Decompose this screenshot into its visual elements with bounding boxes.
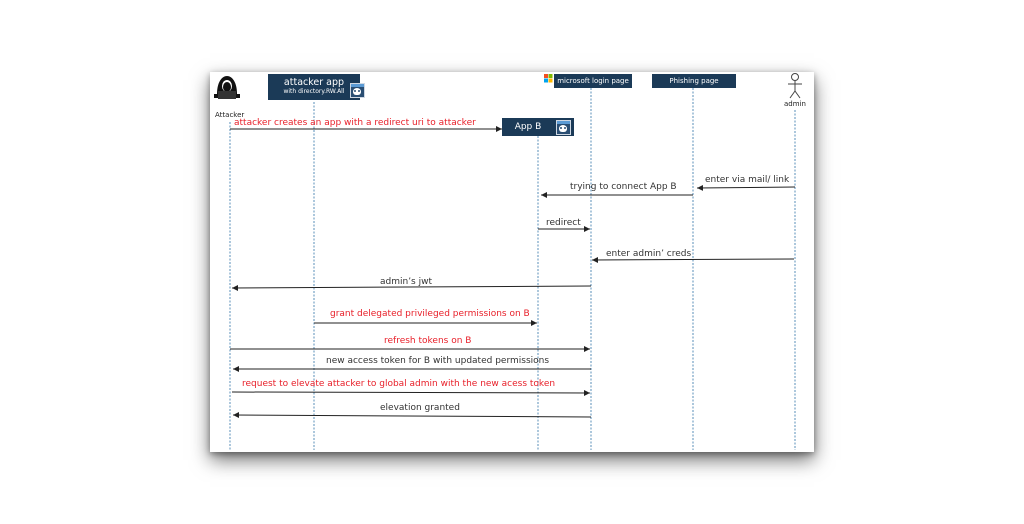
- app-bot-icon: [556, 120, 571, 135]
- admin-label: admin: [784, 100, 806, 108]
- message-label: redirect: [546, 218, 581, 228]
- message-label: grant delegated privileged permissions on B: [330, 309, 530, 319]
- attacker-app-title: attacker app: [283, 77, 345, 88]
- message-label: elevation granted: [380, 403, 460, 413]
- hacker-icon: [214, 76, 240, 99]
- arrow-2: [697, 187, 795, 188]
- attacker-app-box: [268, 74, 360, 100]
- attacker-label: Attacker: [215, 111, 245, 119]
- message-label: refresh tokens on B: [384, 336, 472, 346]
- arrow-10: [232, 392, 590, 393]
- microsoft-logo-icon: [544, 74, 553, 83]
- admin-stick-figure-icon: [788, 74, 802, 99]
- ms-login-box: [554, 74, 632, 88]
- message-label: enter via mail/ link: [705, 175, 790, 185]
- attacker-app-subtitle: with directory.RW.All: [283, 88, 345, 95]
- message-label: request to elevate attacker to global admin with the new acess token: [242, 379, 556, 389]
- message-label: attacker creates an app with a redirect uri to attacker: [234, 118, 476, 128]
- app-b-title: App B: [514, 122, 542, 132]
- sequence-diagram: [210, 72, 814, 452]
- app-bot-icon: [350, 83, 365, 98]
- message-label: new access token for B with updated permissions: [326, 356, 550, 366]
- message-label: admin’s jwt: [380, 277, 433, 287]
- phishing-title: Phishing page: [669, 77, 719, 85]
- app-b-box: [502, 118, 574, 136]
- ms-login-title: microsoft login page: [557, 77, 629, 85]
- phishing-box: [652, 74, 736, 88]
- message-label: enter admin’ creds: [606, 249, 692, 259]
- arrow-11: [233, 415, 591, 417]
- message-label: trying to connect App B: [570, 182, 677, 192]
